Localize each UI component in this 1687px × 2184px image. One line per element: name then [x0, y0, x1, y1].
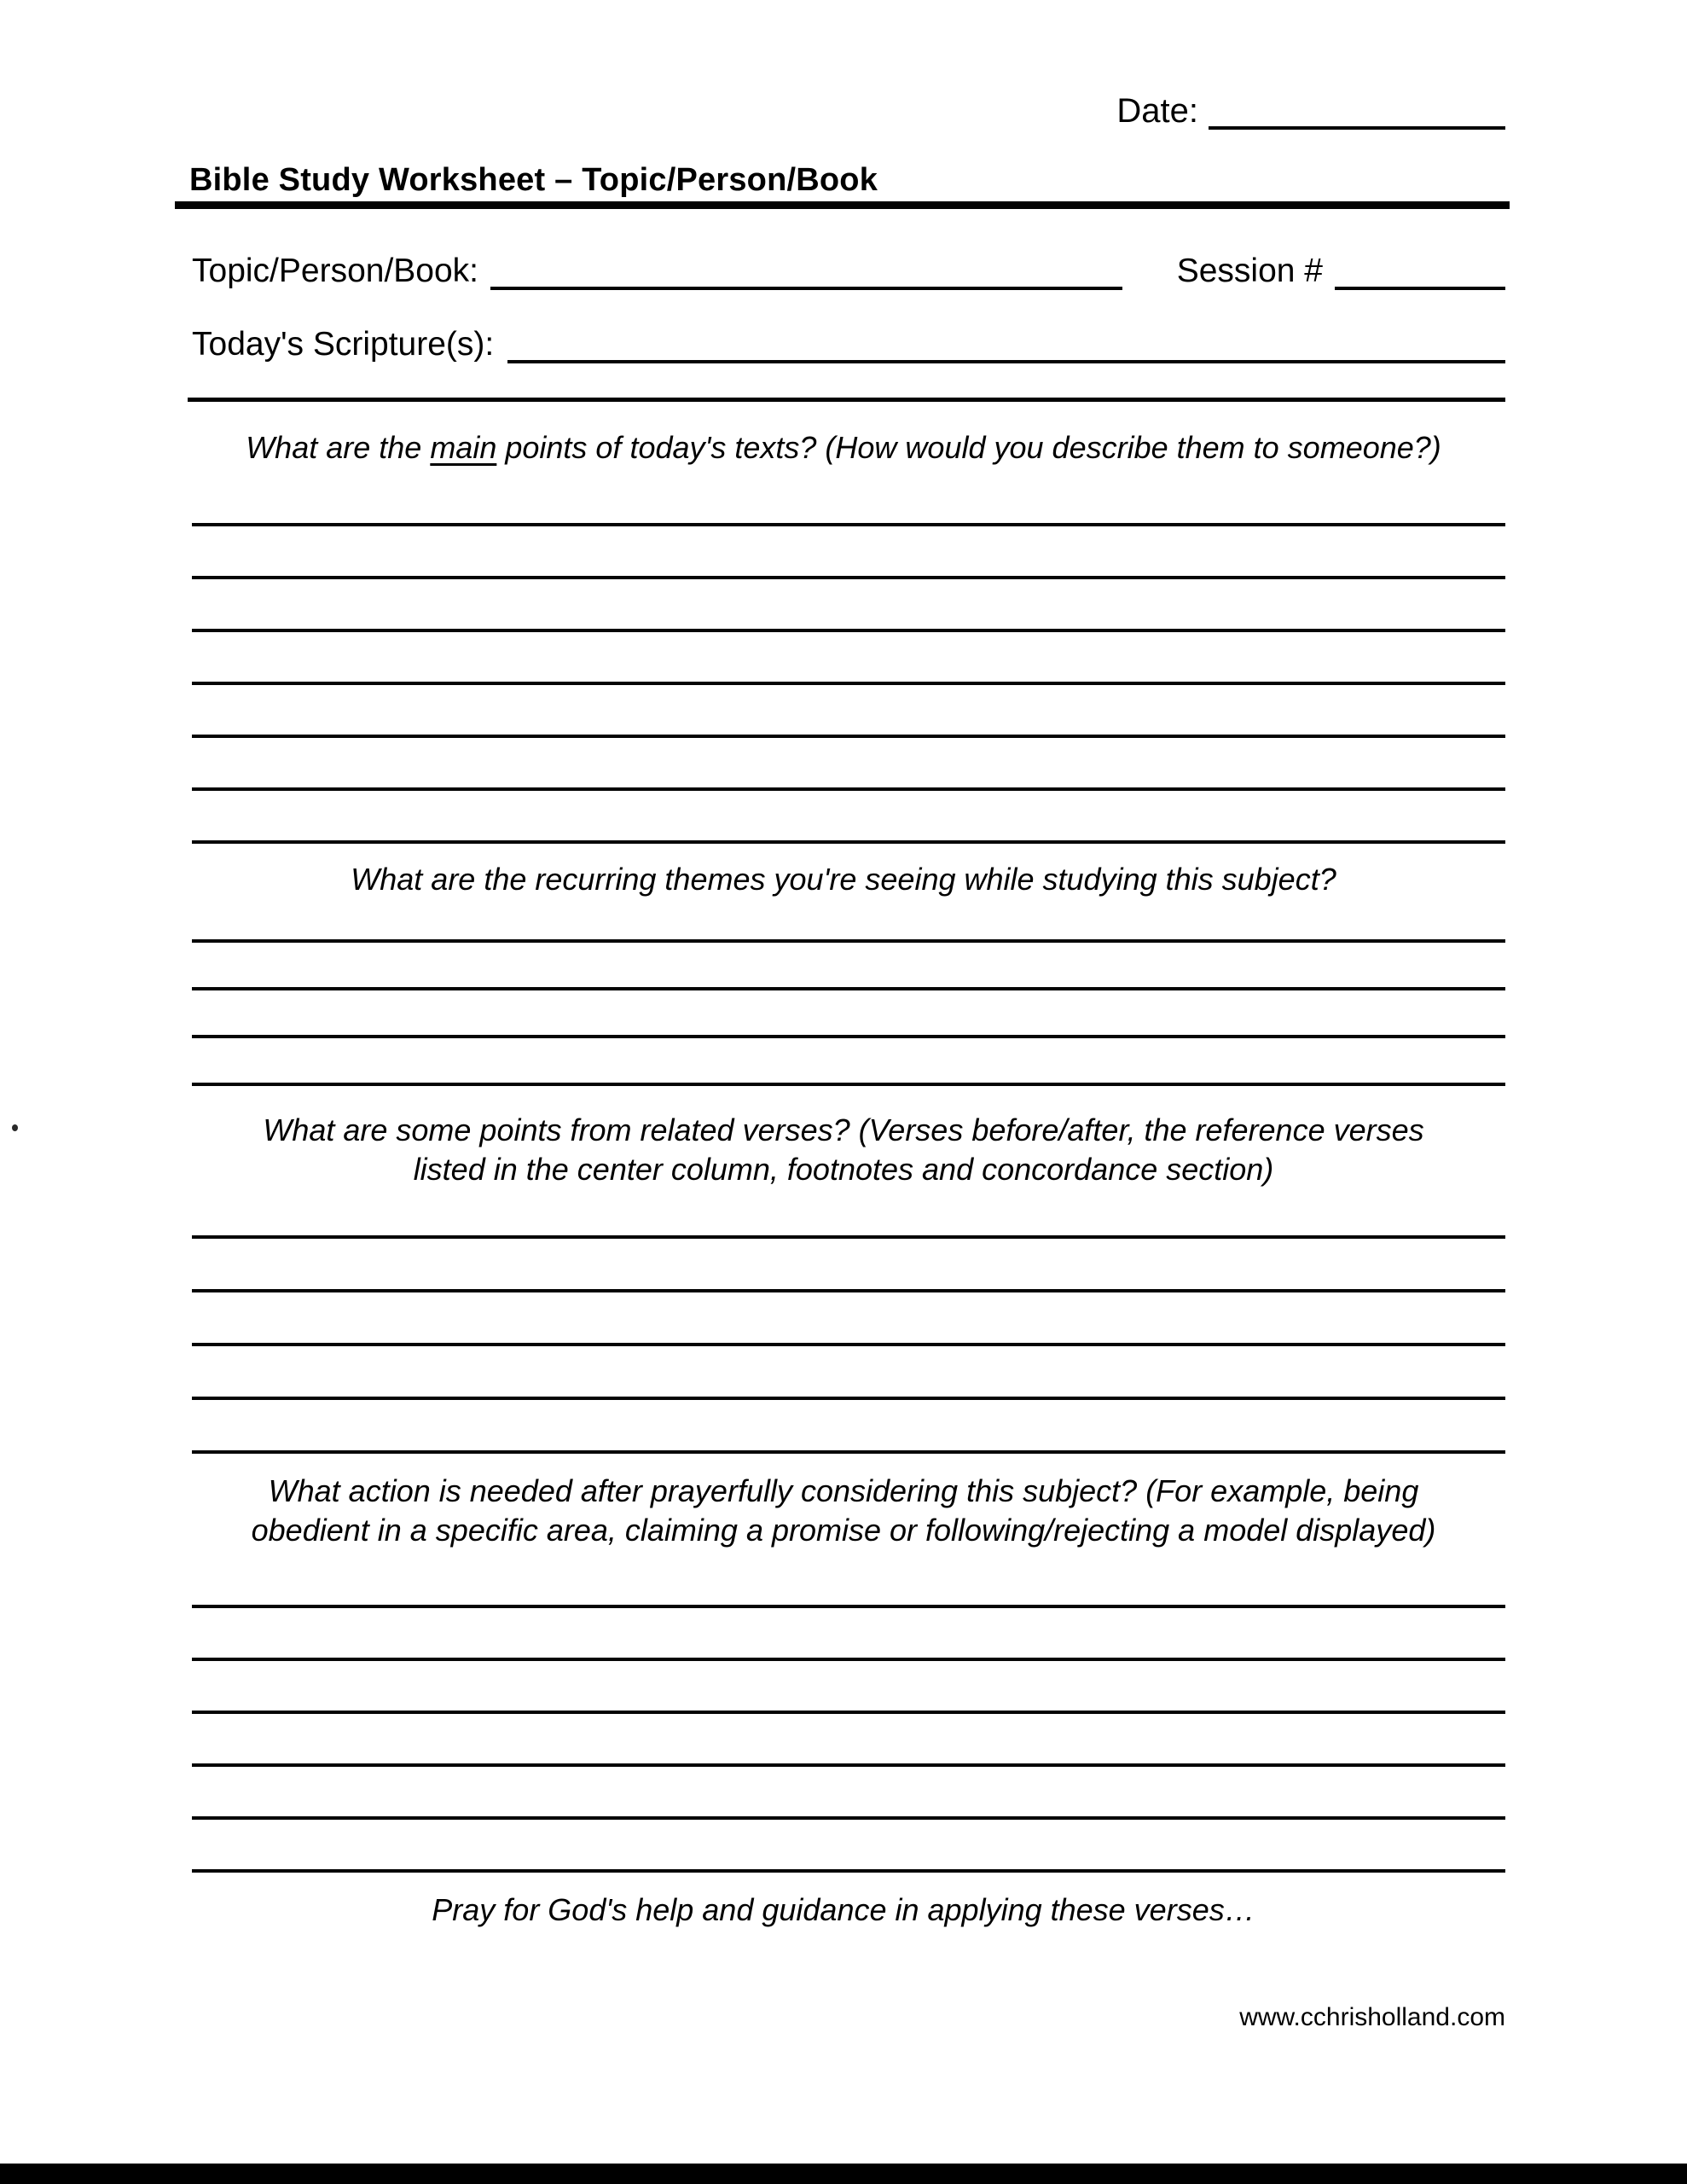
writing-line — [192, 1346, 1505, 1400]
writing-line — [192, 1239, 1505, 1292]
writing-line — [192, 526, 1505, 579]
scan-artifact-dot — [12, 1124, 18, 1131]
title-underline-rule — [175, 201, 1510, 209]
writing-line — [192, 1767, 1505, 1820]
writing-line — [192, 1714, 1505, 1767]
question-text: What are the — [246, 430, 431, 465]
writing-line — [192, 943, 1505, 990]
writing-line — [192, 990, 1505, 1038]
topic-blank-line — [490, 249, 1122, 290]
question-text-line: listed in the center column, footnotes and concordance section) — [413, 1152, 1274, 1187]
writing-line — [192, 791, 1505, 844]
writing-line — [192, 1608, 1505, 1661]
closing-prayer-note: Pray for God's help and guidance in applying these verses… — [432, 1892, 1255, 1927]
writing-line — [192, 1555, 1505, 1608]
answer-lines-recurring-themes — [192, 895, 1505, 1086]
question-main-points — [187, 428, 1500, 468]
date-label: Date: — [1116, 92, 1198, 130]
writing-line — [192, 738, 1505, 791]
writing-line — [192, 579, 1505, 632]
writing-line — [192, 1185, 1505, 1239]
answer-lines-related-verses — [192, 1185, 1505, 1454]
writing-line — [192, 1292, 1505, 1346]
question-text-line: What action is needed after prayerfully considering this subject? (For example, being — [268, 1473, 1419, 1508]
scripture-field-row — [192, 317, 1505, 363]
answer-lines-main-points — [192, 473, 1505, 844]
scripture-label: Today's Scripture(s): — [192, 326, 495, 363]
session-blank-line — [1335, 249, 1505, 290]
writing-line — [192, 1400, 1505, 1454]
date-field-row — [192, 85, 1505, 130]
writing-line — [192, 1661, 1505, 1714]
section-separator-rule — [188, 398, 1505, 402]
website-url: www.cchrisholland.com — [1239, 2003, 1505, 2031]
question-text: points of today's texts? (How would you describe them to someone?) — [496, 430, 1441, 465]
writing-line — [192, 1038, 1505, 1086]
date-blank-line — [1209, 89, 1505, 130]
writing-line — [192, 1820, 1505, 1873]
scan-bottom-black-bar — [0, 2164, 1687, 2184]
answer-lines-action-needed — [192, 1555, 1505, 1873]
question-recurring-themes: What are the recurring themes you're seeing while studying this subject? — [351, 862, 1336, 897]
topic-field-row — [192, 244, 1505, 290]
question-text-line: What are some points from related verses? (Verses before/after, the reference verses — [263, 1112, 1424, 1147]
question-underlined-word: main — [430, 430, 497, 465]
writing-line — [192, 632, 1505, 685]
writing-line — [192, 473, 1505, 526]
scripture-blank-line — [507, 322, 1505, 363]
writing-line — [192, 685, 1505, 738]
session-label: Session # — [1176, 253, 1323, 290]
writing-line — [192, 895, 1505, 943]
question-action-needed — [187, 1472, 1500, 1550]
question-text-line: obedient in a specific area, claiming a promise or following/rejecting a model displayed) — [251, 1513, 1436, 1548]
page-title: Bible Study Worksheet – Topic/Person/Book — [189, 162, 878, 198]
question-related-verses — [187, 1111, 1500, 1189]
topic-label: Topic/Person/Book: — [192, 253, 479, 290]
